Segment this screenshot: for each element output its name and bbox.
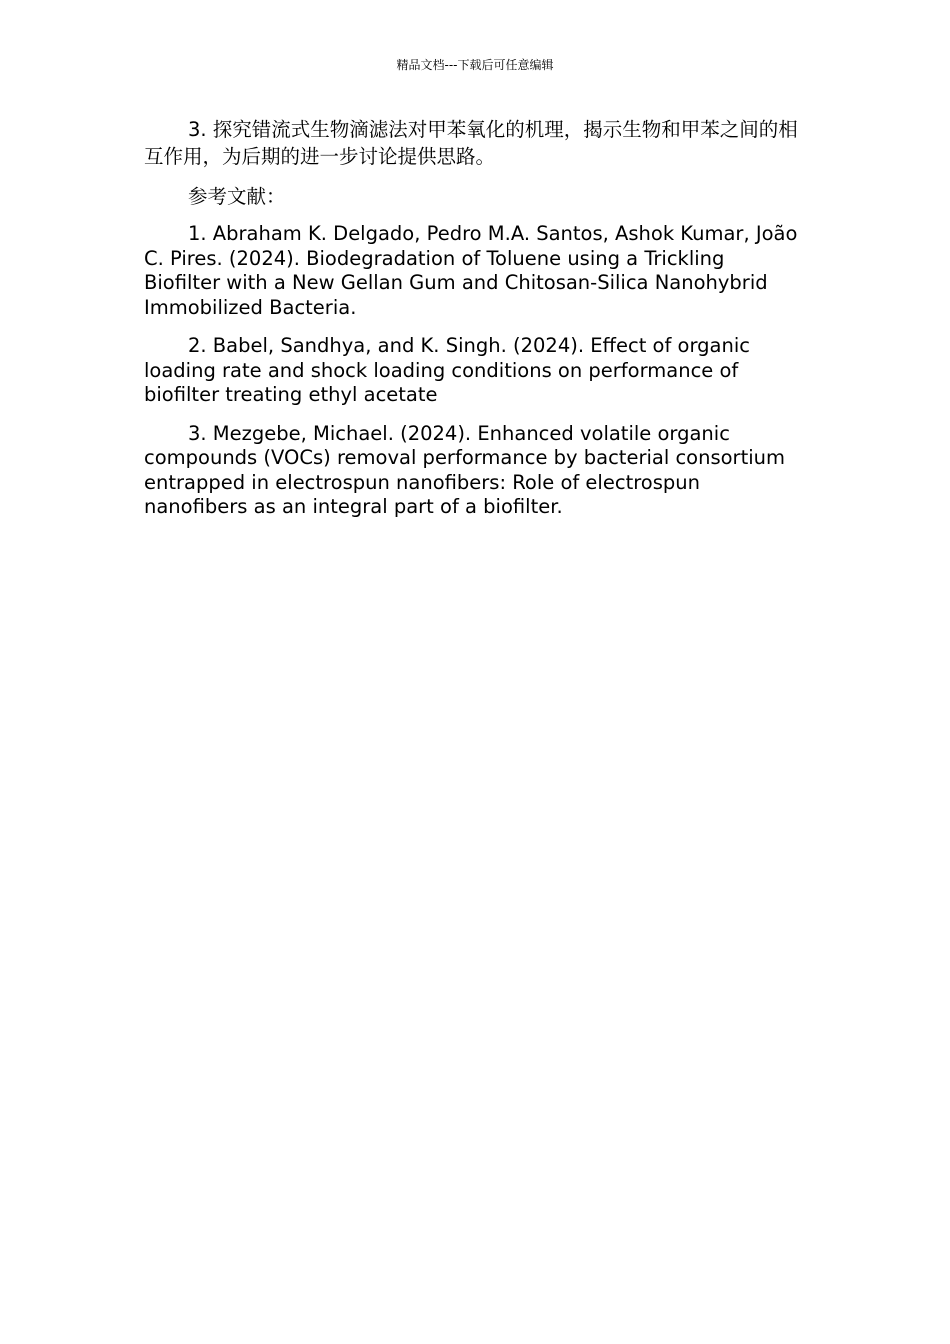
- reference-item-2: 2. Babel, Sandhya, and K. Singh. (2024). Effect of organic loading rate and shock loading conditions on performance of biofilter treating ethyl acetate: [144, 334, 750, 406]
- page-header: 精品文档---下载后可任意编辑: [396, 58, 554, 72]
- reference-item-3: 3. Mezgebe, Michael. (2024). Enhanced volatile organic compounds (VOCs) removal performance by bacterial consortium entrapped in electrospun nanofibers: Role of electrospun nanofibers as an integral part of a biofilter.: [144, 421, 785, 518]
- references-heading: 参考文献：: [188, 185, 286, 208]
- reference-item-1: 1. Abraham K. Delgado, Pedro M.A. Santos, Ashok Kumar, João C. Pires. (2024). Biodegradation of Toluene using a Trickling Biofilter with a New Gellan Gum and Chitosan-Silica Nanohybrid Immobilized Bacteria.: [144, 222, 798, 319]
- document-body: [144, 116, 804, 520]
- research-objective-3: 3. 探究错流式生物滴滤法对甲苯氧化的机理，揭示生物和甲苯之间的相互作用，为后期的进一步讨论提供思路。: [144, 118, 798, 168]
